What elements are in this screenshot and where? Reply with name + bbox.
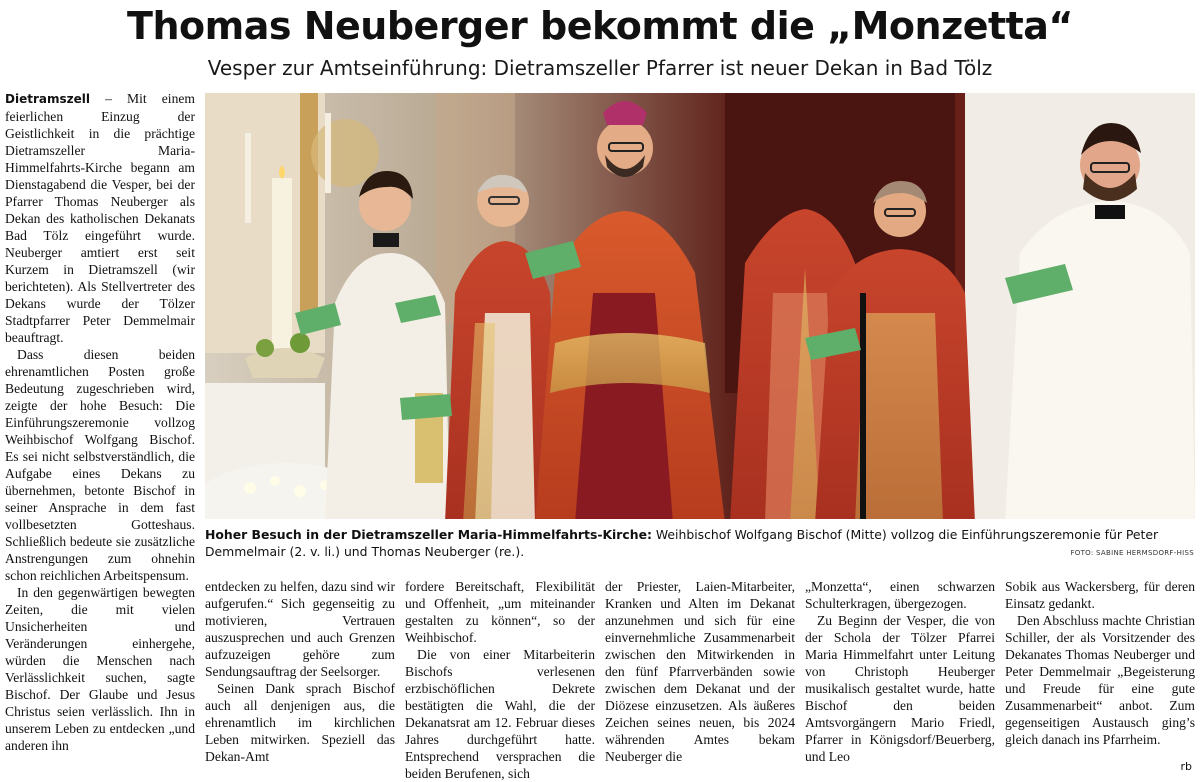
subheadline: Vesper zur Amtseinführung: Dietramszeller Pfarrer ist neuer Dekan in Bad Tölz bbox=[207, 56, 993, 80]
caption-lead: Hoher Besuch in der Dietramszeller Maria-Himmelfahrts-Kirche: bbox=[205, 527, 652, 542]
article-column-2 bbox=[205, 578, 395, 765]
paragraph: In den gegenwärtigen bewegten Zeiten, die mit vielen Unsicherheiten und Veränderungen einhergehe, würden die Menschen nach Verlässlichkeit suchen, sagte Bischof. Der Glaube und Jesus Christus seien verlässlich. Ihn in unserem Leben zu entdecken „und anderen ihn bbox=[5, 585, 195, 753]
article-column-5 bbox=[805, 578, 995, 765]
article-column-4 bbox=[605, 578, 795, 765]
photo-credit: FOTO: SABINE HERMSDORF-HISS bbox=[1070, 549, 1194, 557]
paragraph: der Priester, Laien-Mitarbeiter, Kranken und Alten im Dekanat anzunehmen und sich für eine einvernehmliche Zusammenarbeit zwischen den Mitwirkenden in den fünf Pfarrverbänden sowie zwischen dem Dekanat und der Diözese einzusetzen. Als äußeres Zeichen seines neuen, bis 2024 währenden Amtes bekam Neuberger die bbox=[605, 579, 795, 764]
paragraph: Den Abschluss machte Christian Schiller, der als Vorsitzender des Dekanates Thomas Neuberger und Peter Demmelmair „Begeisterung und Freude für eine gute Zusammenarbeit“ anbot. Zum gegenseitigen Austausch ging’s gleich danach ins Pfarrheim. bbox=[1005, 613, 1195, 747]
dateline: Dietramszell bbox=[5, 92, 90, 106]
article-column-6 bbox=[1005, 578, 1195, 748]
headline: Thomas Neuberger bekommt die „Monzetta“ bbox=[127, 4, 1073, 48]
photo-caption bbox=[205, 526, 1195, 560]
paragraph: Zu Beginn der Vesper, die von der Schola der Tölzer Pfarrei Maria Himmelfahrt unter Leitung von Christoph Heuberger musikalisch gestaltet wurde, hatte Bischof den beiden Amtsvorgängern Mario Friedl, Pfarrer in Königsdorf/Beuerberg, und Leo bbox=[805, 613, 995, 764]
article-column-1 bbox=[5, 90, 195, 754]
paragraph: Dass diesen beiden ehrenamtlichen Posten große Bedeutung zugeschrieben wird, zeigte der hohe Besuch: Die Einführungszeremonie vollzog Weihbischof Wolfgang Bischof. Es sei nicht selbstverständlich, die Aufgabe eines Dekans zu übernehmen, betonte Bischof in seiner Ansprache in dem fast vollbesetzten Gotteshaus. Schließlich bedeute sie zusätzliche Anstrengungen zum ohnehin schon reichlichen Arbeitspensum. bbox=[5, 347, 195, 583]
caption-text: Weihbischof Wolfgang Bischof (Mitte) vollzog die Einführungszeremonie für Peter Demmelmair (2. v. li.) und Thomas Neuberger (re.). bbox=[205, 527, 1159, 559]
paragraph: fordere Bereitschaft, Flexibilität und Offenheit, „um miteinander gestalten zu können“, so der Weihbischof. bbox=[405, 579, 595, 645]
paragraph: entdecken zu helfen, dazu sind wir aufgerufen.“ Sich gegenseitig zu motivieren, Vertrauen auszusprechen und auch Grenzen aufzuzeigen gehöre zum Sendungsauftrag der Seelsorger. bbox=[205, 579, 395, 679]
photo-clergy-vesper bbox=[205, 93, 1195, 519]
paragraph: Dietramszell – Mit einem feierlichen Einzug der Geistlichkeit in die prächtige Dietramszeller Maria-Himmelfahrts-Kirche begann am Dienstagabend die Vesper, bei der Pfarrer Thomas Neuberger als Dekan des katholischen Dekanats Bad Tölz eingeführt wurde. Neuberger amtiert erst seit Kurzem in Dietramszell (wir berichteten). Als Stellvertreter des Dekans wurde der Tölzer Stadtpfarrer Peter Demmelmair beauftragt. bbox=[5, 91, 195, 345]
paragraph: Sobik aus Wackersberg, für deren Einsatz gedankt. bbox=[1005, 579, 1195, 611]
paragraph: Die von einer Mitarbeiterin Bischofs verlesenen erzbischöflichen Dekrete bestätigten die Wahl, die der Dekanatsrat am 12. Februar dieses Jahres durchgeführt hatte. Entsprechend versprachen die beiden Berufenen, sich bbox=[405, 647, 595, 781]
article-column-3 bbox=[405, 578, 595, 782]
paragraph: Seinen Dank sprach Bischof auch all denjenigen aus, die ehrenamtlich im kirchlichen Leben mitwirken. Speziell das Dekan-Amt bbox=[205, 681, 395, 764]
paragraph: „Monzetta“, einen schwarzen Schulterkragen, übergezogen. bbox=[805, 579, 995, 611]
author-initials: rb bbox=[1180, 760, 1192, 773]
